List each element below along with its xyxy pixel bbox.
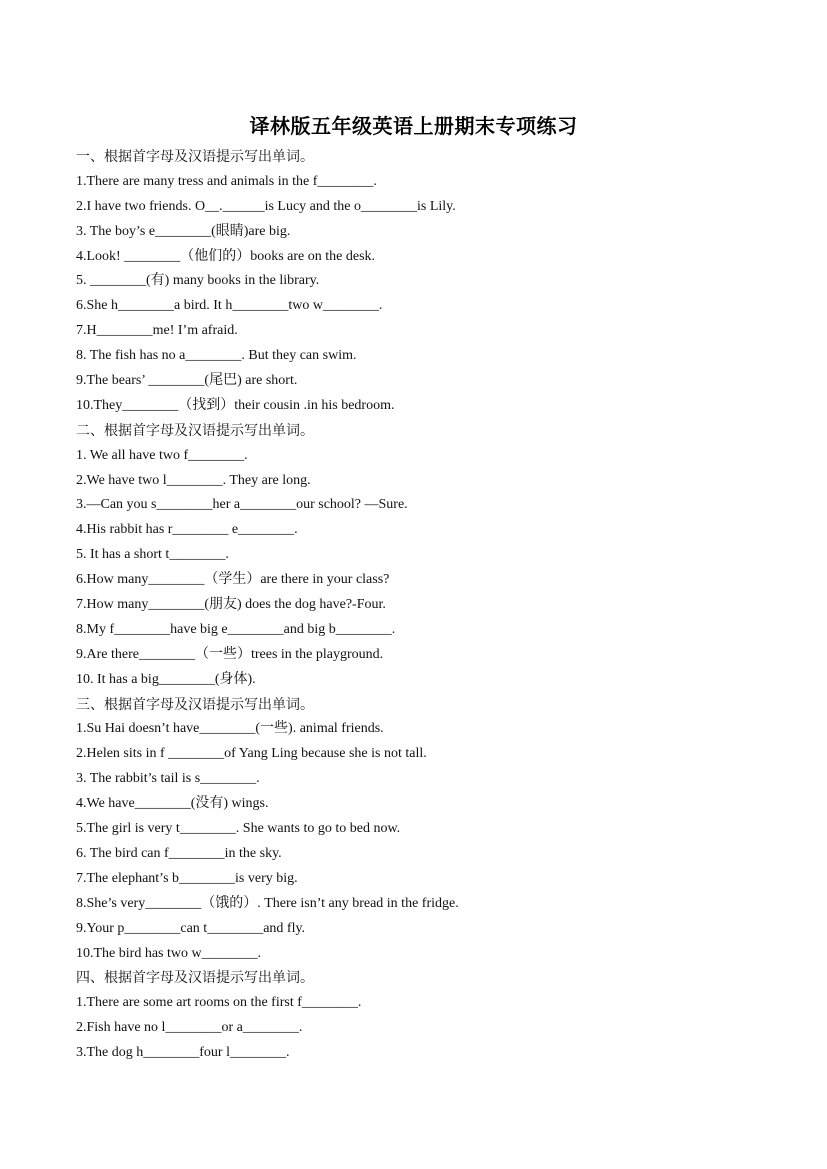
exercise-item: 1. We all have two f________. [76, 447, 248, 463]
exercise-item: 5. ________(有) many books in the library. [76, 273, 320, 289]
exercise-item: 7.The elephant’s b________is very big. [76, 870, 298, 886]
exercise-item: 3.The dog h________four l________. [76, 1045, 290, 1061]
exercise-item: 1.Su Hai doesn’t have________(一些). animal friends. [76, 721, 384, 737]
exercise-item: 5.The girl is very t________. She wants to go to bed now. [76, 821, 401, 837]
exercise-item: 3. The boy’s e________(眼睛)are big. [76, 223, 291, 239]
section-heading: 二、根据首字母及汉语提示写出单词。 [76, 422, 314, 439]
exercise-item: 10. It has a big________(身体). [76, 671, 256, 687]
exercise-item: 6.She h________a bird. It h________two w________. [76, 298, 383, 314]
section-heading: 一、根据首字母及汉语提示写出单词。 [76, 149, 314, 165]
exercise-item: 4.Look! ________（他们的）books are on the desk. [76, 248, 376, 264]
exercise-content [76, 145, 766, 1066]
exercise-item: 1.There are many tress and animals in the f________. [76, 173, 377, 189]
exercise-item: 2.Fish have no l________or a________. [76, 1020, 303, 1036]
exercise-item: 3. The rabbit’s tail is s________. [76, 771, 260, 787]
exercise-item: 10.The bird has two w________. [76, 945, 262, 961]
exercise-item: 9.The bears’ ________(尾巴) are short. [76, 373, 298, 389]
exercise-item: 9.Are there________（一些）trees in the playground. [76, 646, 384, 662]
exercise-item: 2.I have two friends. O__.______is Lucy and the o________is Lily. [76, 198, 456, 214]
exercise-item: 6. The bird can f________in the sky. [76, 845, 282, 861]
exercise-item: 6.How many________（学生）are there in your class? [76, 572, 390, 588]
exercise-item: 2.Helen sits in f ________of Yang Ling because she is not tall. [76, 746, 427, 762]
page-title: 译林版五年级英语上册期末专项练习 [249, 114, 578, 138]
exercise-item: 8.She’s very________（饿的）. There isn’t any bread in the fridge. [76, 895, 459, 911]
exercise-item: 1.There are some art rooms on the first f________. [76, 995, 362, 1011]
exercise-item: 7.H________me! I’m afraid. [76, 323, 238, 339]
exercise-item: 2.We have two l________. They are long. [76, 472, 311, 488]
section-heading: 三、根据首字母及汉语提示写出单词。 [76, 696, 314, 713]
exercise-item: 10.They________（找到）their cousin .in his bedroom. [76, 397, 395, 413]
exercise-item: 4.His rabbit has r________ e________. [76, 522, 298, 538]
exercise-item: 5. It has a short t________. [76, 547, 229, 563]
exercise-item: 8. The fish has no a________. But they can swim. [76, 348, 357, 364]
exercise-item: 9.Your p________can t________and fly. [76, 920, 306, 936]
exercise-item: 8.My f________have big e________and big b________. [76, 621, 396, 637]
section-heading: 四、根据首字母及汉语提示写出单词。 [76, 970, 314, 987]
exercise-item: 4.We have________(没有) wings. [76, 796, 269, 812]
exercise-item: 7.How many________(朋友) does the dog have?-Four. [76, 597, 386, 613]
exercise-item: 3.—Can you s________her a________our school? —Sure. [76, 497, 408, 513]
